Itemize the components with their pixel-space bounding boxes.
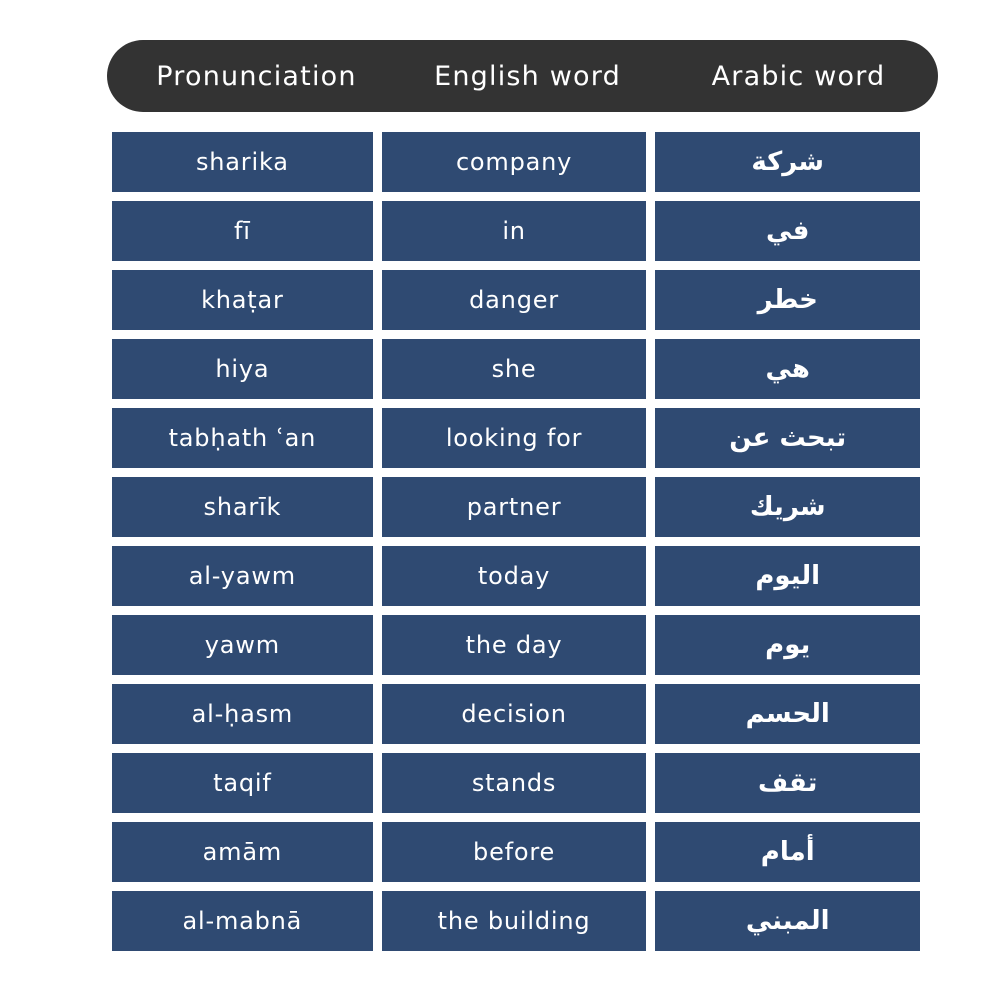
cell-pronunciation: al-mabnā: [112, 891, 373, 951]
table-row: [112, 339, 920, 399]
cell-pronunciation: fī: [112, 201, 373, 261]
cell-arabic: المبني: [655, 891, 920, 951]
column-header-arabic: Arabic word: [711, 60, 886, 92]
table-row: [112, 822, 920, 882]
cell-arabic: هي: [655, 339, 920, 399]
cell-english: stands: [382, 753, 647, 813]
table-row: [112, 132, 920, 192]
table-header-row: [107, 40, 938, 112]
table-row: [112, 684, 920, 744]
cell-pronunciation: al-yawm: [112, 546, 373, 606]
cell-pronunciation: hiya: [112, 339, 373, 399]
cell-english: partner: [382, 477, 647, 537]
cell-arabic: يوم: [655, 615, 920, 675]
table-row: [112, 477, 920, 537]
cell-arabic: الحسم: [655, 684, 920, 744]
cell-arabic: تقف: [655, 753, 920, 813]
cell-pronunciation: tabḥath ʿan: [112, 408, 373, 468]
table-row: [112, 201, 920, 261]
table-row: [112, 753, 920, 813]
cell-english: she: [382, 339, 647, 399]
cell-english: the building: [382, 891, 647, 951]
cell-pronunciation: al-ḥasm: [112, 684, 373, 744]
cell-english: before: [382, 822, 647, 882]
cell-english: decision: [382, 684, 647, 744]
cell-english: in: [382, 201, 647, 261]
cell-arabic: خطر: [655, 270, 920, 330]
table-row: [112, 891, 920, 951]
cell-english: looking for: [382, 408, 647, 468]
cell-english: the day: [382, 615, 647, 675]
table-row: [112, 615, 920, 675]
cell-arabic: أمام: [655, 822, 920, 882]
cell-english: today: [382, 546, 647, 606]
cell-pronunciation: yawm: [112, 615, 373, 675]
cell-english: company: [382, 132, 647, 192]
column-header-english: English word: [434, 60, 621, 92]
table-row: [112, 408, 920, 468]
table-body: [112, 132, 920, 951]
cell-pronunciation: taqif: [112, 753, 373, 813]
table-row: [112, 270, 920, 330]
cell-arabic: في: [655, 201, 920, 261]
cell-arabic: اليوم: [655, 546, 920, 606]
cell-pronunciation: sharika: [112, 132, 373, 192]
cell-arabic: شريك: [655, 477, 920, 537]
table-row: [112, 546, 920, 606]
cell-pronunciation: sharīk: [112, 477, 373, 537]
column-header-pronunciation: Pronunciation: [156, 60, 357, 92]
cell-arabic: شركة: [655, 132, 920, 192]
cell-arabic: تبحث عن: [655, 408, 920, 468]
cell-pronunciation: amām: [112, 822, 373, 882]
cell-english: danger: [382, 270, 647, 330]
cell-pronunciation: khaṭar: [112, 270, 373, 330]
